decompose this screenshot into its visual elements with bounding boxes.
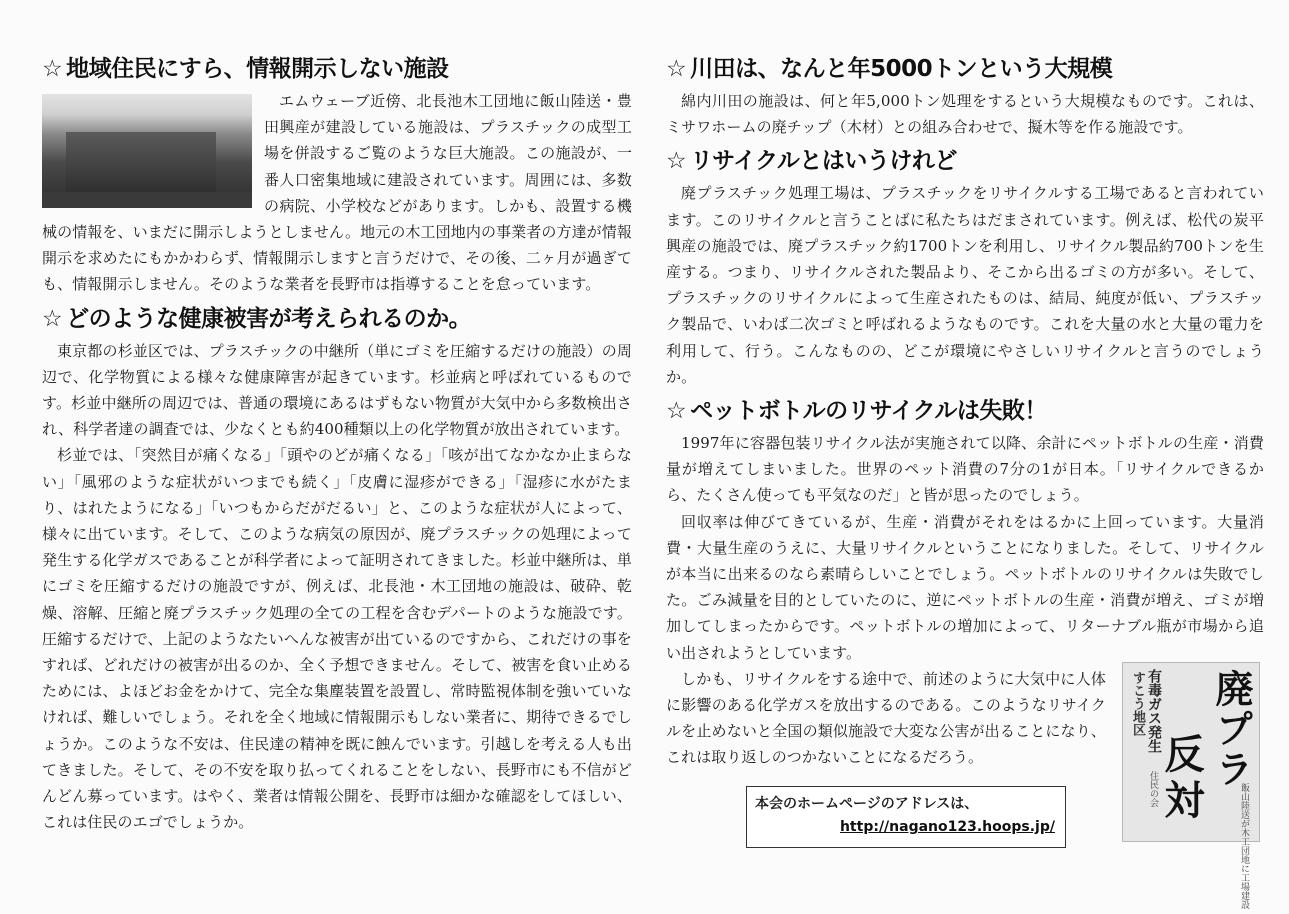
section-info-disclosure [42,54,632,298]
section-body: エムウェーブ近傍、北長池木工団地に飯山陸送・豊田興産が建設している施設は、プラスチックの成型工場を併設するご覧のような巨大施設。この施設が、一番人口密集地域に建設されています。周囲には、多数の病院、小学校などがあります。しかも、設置する機械の情報を、いまだに開示しようとしません。地元の木工団地内の事業者の方達が情報開示を求めたにもかかわらず、情報開示しますと言うだけで、その後、二ヶ月が過ぎても、情報開示しません。そのような業者を長野市は指導することを怠っています。 [42,92,632,294]
section-heading [42,54,632,84]
poster-main-text: 廃プラ [1209,669,1253,789]
section-kawada [666,54,1264,140]
heading-text: 地域住民にすら、情報開示しない施設 [66,56,449,82]
star-icon: ☆ [42,56,63,82]
homepage-address-box [746,786,1066,848]
star-icon: ☆ [666,56,687,82]
section-body: 綿内川田の施設は、何と年5,000トン処理をするという大規模なものです。これは、ミサワホームの廃チップ（木材）との組み合わせで、擬木等を作る施設です。 [666,92,1264,137]
protest-poster [1122,662,1260,909]
left-column [42,54,632,841]
star-icon: ☆ [666,148,687,175]
section-heading [666,396,1264,426]
section-heading [666,146,1264,176]
section-body: 廃プラスチック処理工場は、プラスチックをリサイクルする工場であると言われています。このリサイクルと言うことばに私たちはだまされています。例えば、松代の炭平興産の施設では、廃プラスチック約1700トンを利用し、リサイクル製品約700トンを生産する。つまり、リサイクルされた製品より、そこから出るゴミの方が多い。そして、プラスチックのリサイクルによって生産されたものは、結局、純度が低い、プラスチック製品で、いわば二次ゴミと呼ばれるようなものです。これを大量の水と大量の電力を利用して、行う。こんなものの、どこが環境にやさしいリサイクルと言うのでしょうか。 [666,184,1264,386]
poster-subtitle: 有毒ガス発生 [1146,669,1162,753]
heading-text: 川田は、なんと年5000トンという大規模 [690,56,1113,82]
section-paragraph: 杉並では、「突然目が痛くなる」「頭やのどが痛くなる」「咳が出てなかなか止まらない」「風邪のような症状がいつまでも続く」「皮膚に湿疹ができる」「湿疹に水がたまり、はれたようになる」「いつもからだがだるい」と、このような症状が人によって、様々に出ています。そして、このような病気の原因が、廃プラスチックの処理によって発生する化学ガスであることが科学者によって証明されてきました。杉並中継所は、単にゴミを圧縮するだけの施設ですが、例えば、北長池・木工団地の施設は、破砕、乾燥、溶解、圧縮と廃プラスチック処理の全ての工程を含むデパートのような施設です。圧縮するだけで、上記のようなたいへんな被害が出ているのですから、これだけの事をすれば、どれだけの被害が出るのか、全く予想できません。そして、被害を食い止めるためには、よほどお金をかけて、完全な集塵装置を設置し、常時監視体制を強いていなければ、難しいでしょう。それを全く地域に情報開示もしない業者に、期待できるでしょうか。このような不安は、住民達の精神を既に蝕んでいます。引越しを考える人も出てきました。そして、その不安を取り払ってくれることをしない、長野市にも不信がどんどん募っています。はやく、業者は情報公開を、長野市は細かな確認をしてほしい、これは住民のエゴでしょうか。 [42,446,632,832]
poster-main-text-2: 反対 [1158,733,1204,825]
section-recycle [666,146,1264,390]
section-paragraph: しかも、リサイクルをする途中で、前述のように大気中に人体に影響のある化学ガスを放出するのである。このようなリサイクルを止めないと全国の類似施設で大変な公害が出ることになり、これは取り返しのつかないことになるだろう。 [666,669,1106,767]
heading-text: ペットボトルのリサイクルは失敗！ [690,398,1047,425]
section-heading [666,54,1264,84]
section-health-damage [42,304,632,836]
address-label: 本会のホームページのアドレスは、 [755,796,979,812]
section-paragraph: 東京都の杉並区では、プラスチックの中継所（単にゴミを圧縮するだけの施設）の周辺で、化学物質による様々な健康障害が起きています。杉並病と呼ばれているものです。杉並中継所の周辺では、普通の環境にあるはずもない物質が大気中から多数検出され、科学者達の調査では、少なくとも約400種類以上の化学物質が放出されています。 [42,341,632,439]
facility-photo [42,94,252,208]
section-heading [42,304,632,334]
star-icon: ☆ [666,398,687,425]
building-shape [66,132,216,194]
section-paragraph: 回収率は伸びてきているが、生産・消費がそれをはるかに上回っています。大量消費・大量生産のうえに、大量リサイクルということになりました。そして、リサイクルが本当に出来るのなら素晴らしいことでしょう。ペットボトルのリサイクルは失敗でした。ごみ減量を目的としていたのに、逆にペットボトルの生産・消費が増え、ゴミが増加してしまったからです。ペットボトルの増加によって、リターナブル瓶が市場から追い出されようとしています。 [666,512,1264,662]
section-paragraph: 1997年に容器包装リサイクル法が実施されて以降、余計にペットボトルの生産・消費量が増えてしまいました。世界のペット消費の7分の1が日本。「リサイクルできるから、たくさん使っても平気なのだ」と皆が思ったのでしょう。 [666,434,1264,505]
heading-text: どのような健康被害が考えられるのか。 [66,305,472,332]
poster-org-2: 住民の会 [1148,771,1158,807]
poster-org: すこう地区 [1130,671,1145,736]
ground-shape [42,192,252,208]
poster-caption: 飯山陸送が木工団地に工場建設 [1239,783,1249,909]
star-icon: ☆ [42,305,63,332]
heading-text: リサイクルとはいうけれど [690,148,957,175]
homepage-link[interactable]: http://nagano123.hoops.jp/ [839,819,1055,835]
